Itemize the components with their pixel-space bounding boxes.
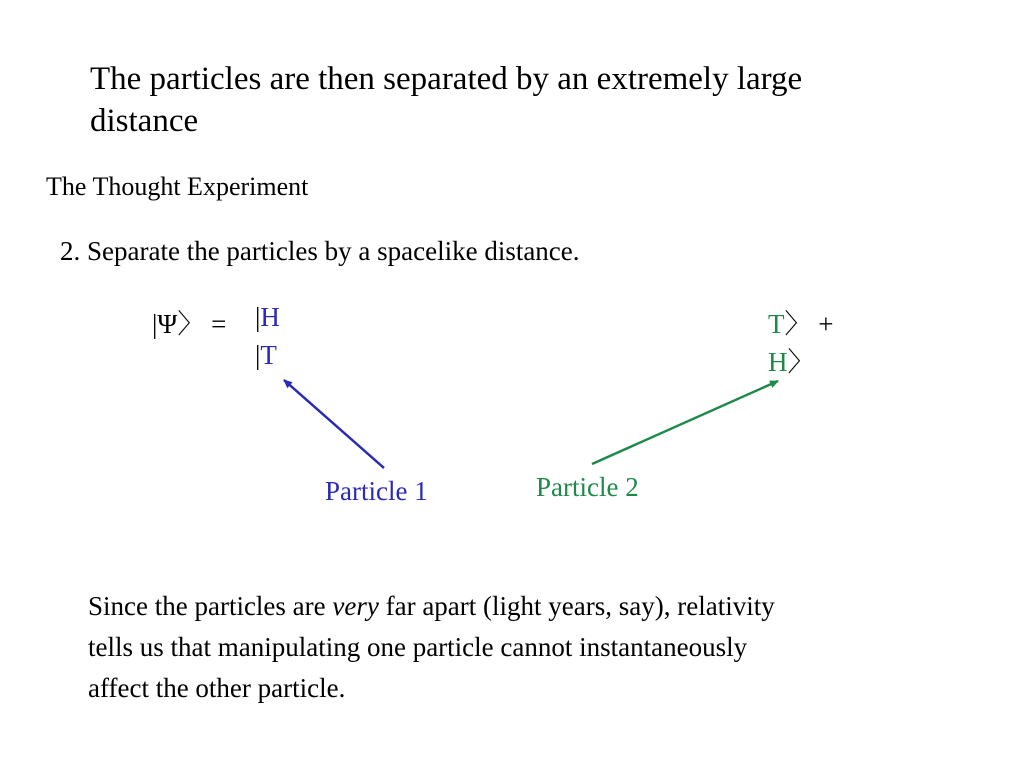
ket-close: 〉 [787,347,815,377]
body-line-1-end: far apart (light years, say), relativity [378,591,775,621]
body-line-1 [88,586,968,627]
ket-bar: | [255,302,261,332]
particle1-state-h: H [260,302,280,332]
body-paragraph [88,586,968,709]
particle2-state-t: T [768,309,785,339]
equation-lhs: |Ψ〉 = [152,309,227,339]
particle1-label: Particle 1 [325,476,428,506]
particle1-arrow [284,380,384,468]
slide-headline: The particles are then separated by an extremely large distance [90,61,803,139]
emphasis-very: very [332,591,379,621]
body-line-1-start: Since the particles are [88,591,333,621]
particle2-state-h: H [768,347,788,377]
ket-close-plus: 〉 + [784,309,834,339]
body-line-2: tells us that manipulating one particle cannot instantaneously [88,632,748,662]
section-title: The Thought Experiment [46,172,309,201]
ket-bar: | [255,340,261,370]
particle2-arrow [592,381,778,464]
step-2-text: 2. Separate the particles by a spacelike distance. [60,236,580,266]
particle2-label: Particle 2 [536,472,639,502]
particle1-state-t: T [260,340,277,370]
body-line-3: affect the other particle. [88,673,346,703]
